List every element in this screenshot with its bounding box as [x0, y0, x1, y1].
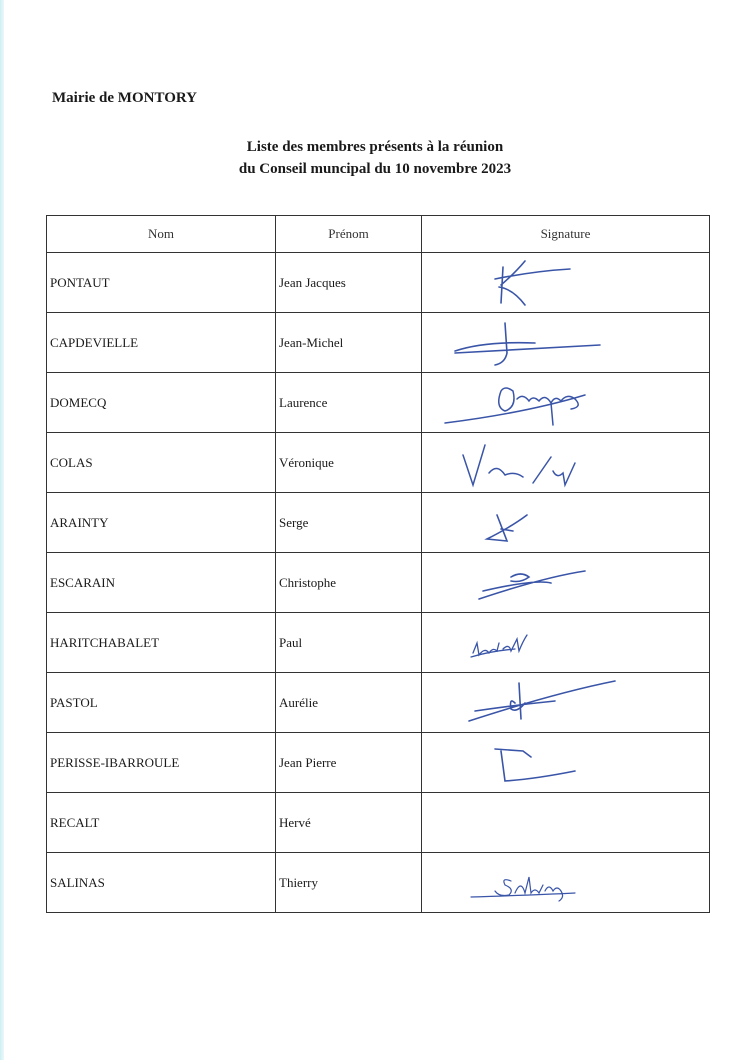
signature-mark [425, 673, 710, 732]
signature-cell [422, 253, 710, 313]
signature-mark [425, 493, 710, 552]
table-row [47, 553, 710, 613]
signature-cell [422, 673, 710, 733]
signature-cell [422, 433, 710, 493]
member-prenom: Thierry [276, 853, 422, 913]
attendance-table [46, 215, 710, 913]
member-nom: PASTOL [47, 673, 276, 733]
member-nom: ESCARAIN [47, 553, 276, 613]
organization-name: Mairie de MONTORY [52, 90, 198, 106]
column-header-nom: Nom [47, 216, 276, 253]
table-row [47, 313, 710, 373]
signature-cell [422, 313, 710, 373]
table-row [47, 493, 710, 553]
signature-cell [422, 613, 710, 673]
column-header-prenom: Prénom [276, 216, 422, 253]
member-prenom: Christophe [276, 553, 422, 613]
table-row [47, 253, 710, 313]
column-header-signature: Signature [422, 216, 710, 253]
document-title-line-2: du Conseil muncipal du 10 novembre 2023 [238, 161, 512, 177]
member-prenom: Laurence [276, 373, 422, 433]
signature-cell [422, 493, 710, 553]
member-prenom: Jean-Michel [276, 313, 422, 373]
member-prenom: Jean Jacques [276, 253, 422, 313]
document-title-line-1: Liste des membres présents à la réunion [246, 139, 504, 155]
member-prenom: Aurélie [276, 673, 422, 733]
table-row [47, 853, 710, 913]
member-nom: ARAINTY [47, 493, 276, 553]
member-prenom: Hervé [276, 793, 422, 853]
signature-cell [422, 853, 710, 913]
signature-cell [422, 373, 710, 433]
table-row [47, 433, 710, 493]
signature-mark [425, 553, 710, 612]
member-prenom: Véronique [276, 433, 422, 493]
member-prenom: Jean Pierre [276, 733, 422, 793]
signature-mark [425, 433, 710, 492]
signature-mark [425, 253, 710, 312]
member-nom: COLAS [47, 433, 276, 493]
signature-cell [422, 553, 710, 613]
table-row [47, 613, 710, 673]
member-nom: HARITCHABALET [47, 613, 276, 673]
member-prenom: Paul [276, 613, 422, 673]
signature-mark [425, 313, 710, 372]
member-nom: DOMECQ [47, 373, 276, 433]
table-header-row [47, 216, 710, 253]
member-nom: PERISSE-IBARROULE [47, 733, 276, 793]
member-nom: PONTAUT [47, 253, 276, 313]
table-row [47, 733, 710, 793]
signature-mark [425, 853, 710, 912]
signature-cell-empty [422, 793, 710, 853]
member-nom: SALINAS [47, 853, 276, 913]
signature-mark [425, 733, 710, 792]
table-row [47, 673, 710, 733]
member-prenom: Serge [276, 493, 422, 553]
member-nom: RECALT [47, 793, 276, 853]
signature-mark [425, 373, 710, 432]
signature-mark [425, 613, 710, 672]
table-row [47, 793, 710, 853]
signature-cell [422, 733, 710, 793]
member-nom: CAPDEVIELLE [47, 313, 276, 373]
table-row [47, 373, 710, 433]
